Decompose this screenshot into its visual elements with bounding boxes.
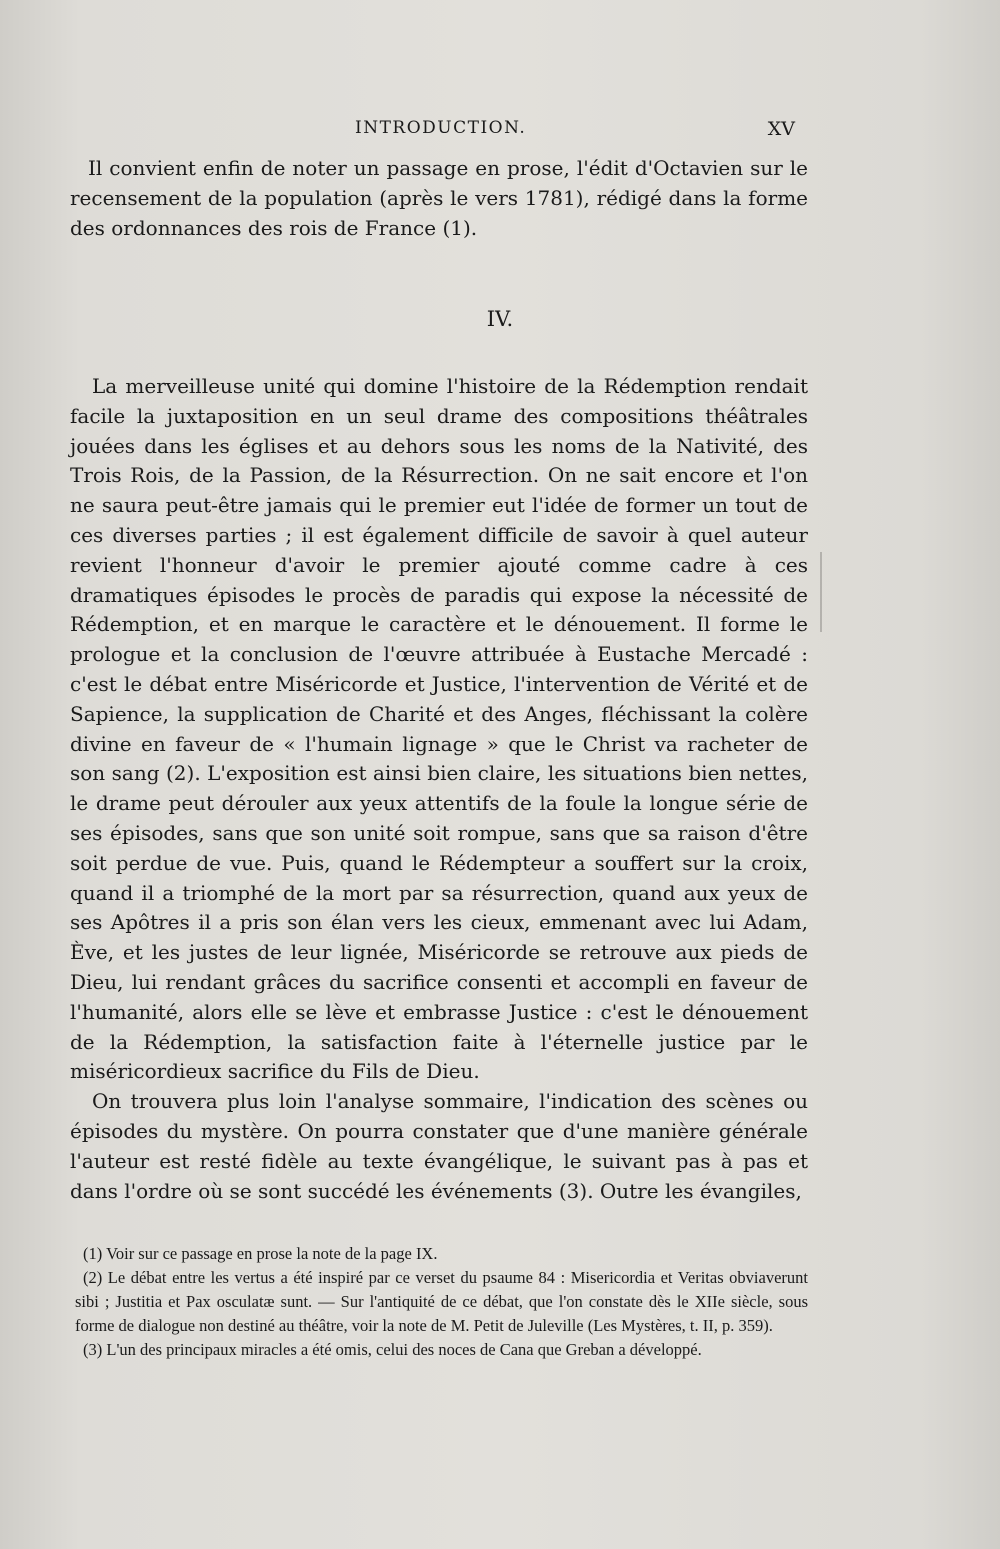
running-title: INTRODUCTION. [355,118,527,138]
paragraph: La merveilleuse unité qui domine l'histoire de la Rédemption rendait facile la juxtaposition en un seul drame des compositions théâtrales jouées dans les églises et au dehors sous les noms de la Nativité, des Trois Rois, de la Passion, de la Résurrection. On ne sait encore et l'on ne saura peut-être jamais qui le premier eut l'idée de former un tout de ces diverses parties ; il est également difficile de savoir à quel auteur revient l'honneur d'avoir le premier ajouté comme cadre à ces dramatiques épisodes le procès de paradis qui expose la nécessité de Rédemption, et en marque le caractère et le dénouement. Il forme le prologue et la conclusion de l'œuvre attribuée à Eustache Mercadé : c'est le débat entre Miséricorde et Justice, l'intervention de Vérité et de Sapience, la supplication de Charité et des Anges, fléchissant la colère divine en faveur de « l'humain lignage » que le Christ va racheter de son sang (2). L'exposition est ainsi bien claire, les situations bien nettes, le drame peut dérouler aux yeux attentifs de la foule la longue série de ses épisodes, sans que son unité soit rompue, sans que sa raison d'être soit perdue de vue. Puis, quand le Rédempteur a souffert sur la croix, quand il a triomphé de la mort par sa résurrection, quand aux yeux de ses Apôtres il a pris son élan vers les cieux, emmenant avec lui Adam, Ève, et les justes de leur lignée, Miséricorde se retrouve aux pieds de Dieu, lui rendant grâces du sacrifice consenti et accompli en faveur de l'humanité, alors elle se lève et embrasse Justice : c'est le dénouement de la Rédemption, la satisfaction faite à l'éternelle justice par le miséricordieux sacrifice du Fils de Dieu. [70,374,808,1084]
text-block-1 [70,154,808,243]
margin-pencil-mark [820,552,822,632]
footnote: (1) Voir sur ce passage en prose la note de la page IX. [83,1244,438,1263]
page-number: XV [767,118,795,140]
paragraph: Il convient enfin de noter un passage en prose, l'édit d'Octavien sur le recensement de la population (après le vers 1781), rédigé dans la forme des ordonnances des rois de France (1). [70,156,808,240]
footnote: (3) L'un des principaux miracles a été omis, celui des noces de Cana que Greban a développé. [83,1340,702,1359]
text-block-2 [70,372,808,1206]
running-header [355,118,795,142]
footnotes [75,1242,808,1362]
paragraph: On trouvera plus loin l'analyse sommaire, l'indication des scènes ou épisodes du mystère. On pourra constater que d'une manière générale l'auteur est resté fidèle au texte évangélique, le suivant pas à pas et dans l'ordre où se sont succédé les événements (3). Outre les évangiles, [70,1089,808,1203]
footnote: (2) Le débat entre les vertus a été inspiré par ce verset du psaume 84 : Misericordia et Veritas obviaverunt sibi ; Justitia et Pax osculatæ sunt. — Sur l'antiquité de ce débat, que l'on constate dès le XIIe siècle, sous forme de dialogue non destiné au théâtre, voir la note de M. Petit de Juleville (Les Mystères, t. II, p. 359). [75,1268,808,1335]
section-heading: IV. [486,307,514,331]
